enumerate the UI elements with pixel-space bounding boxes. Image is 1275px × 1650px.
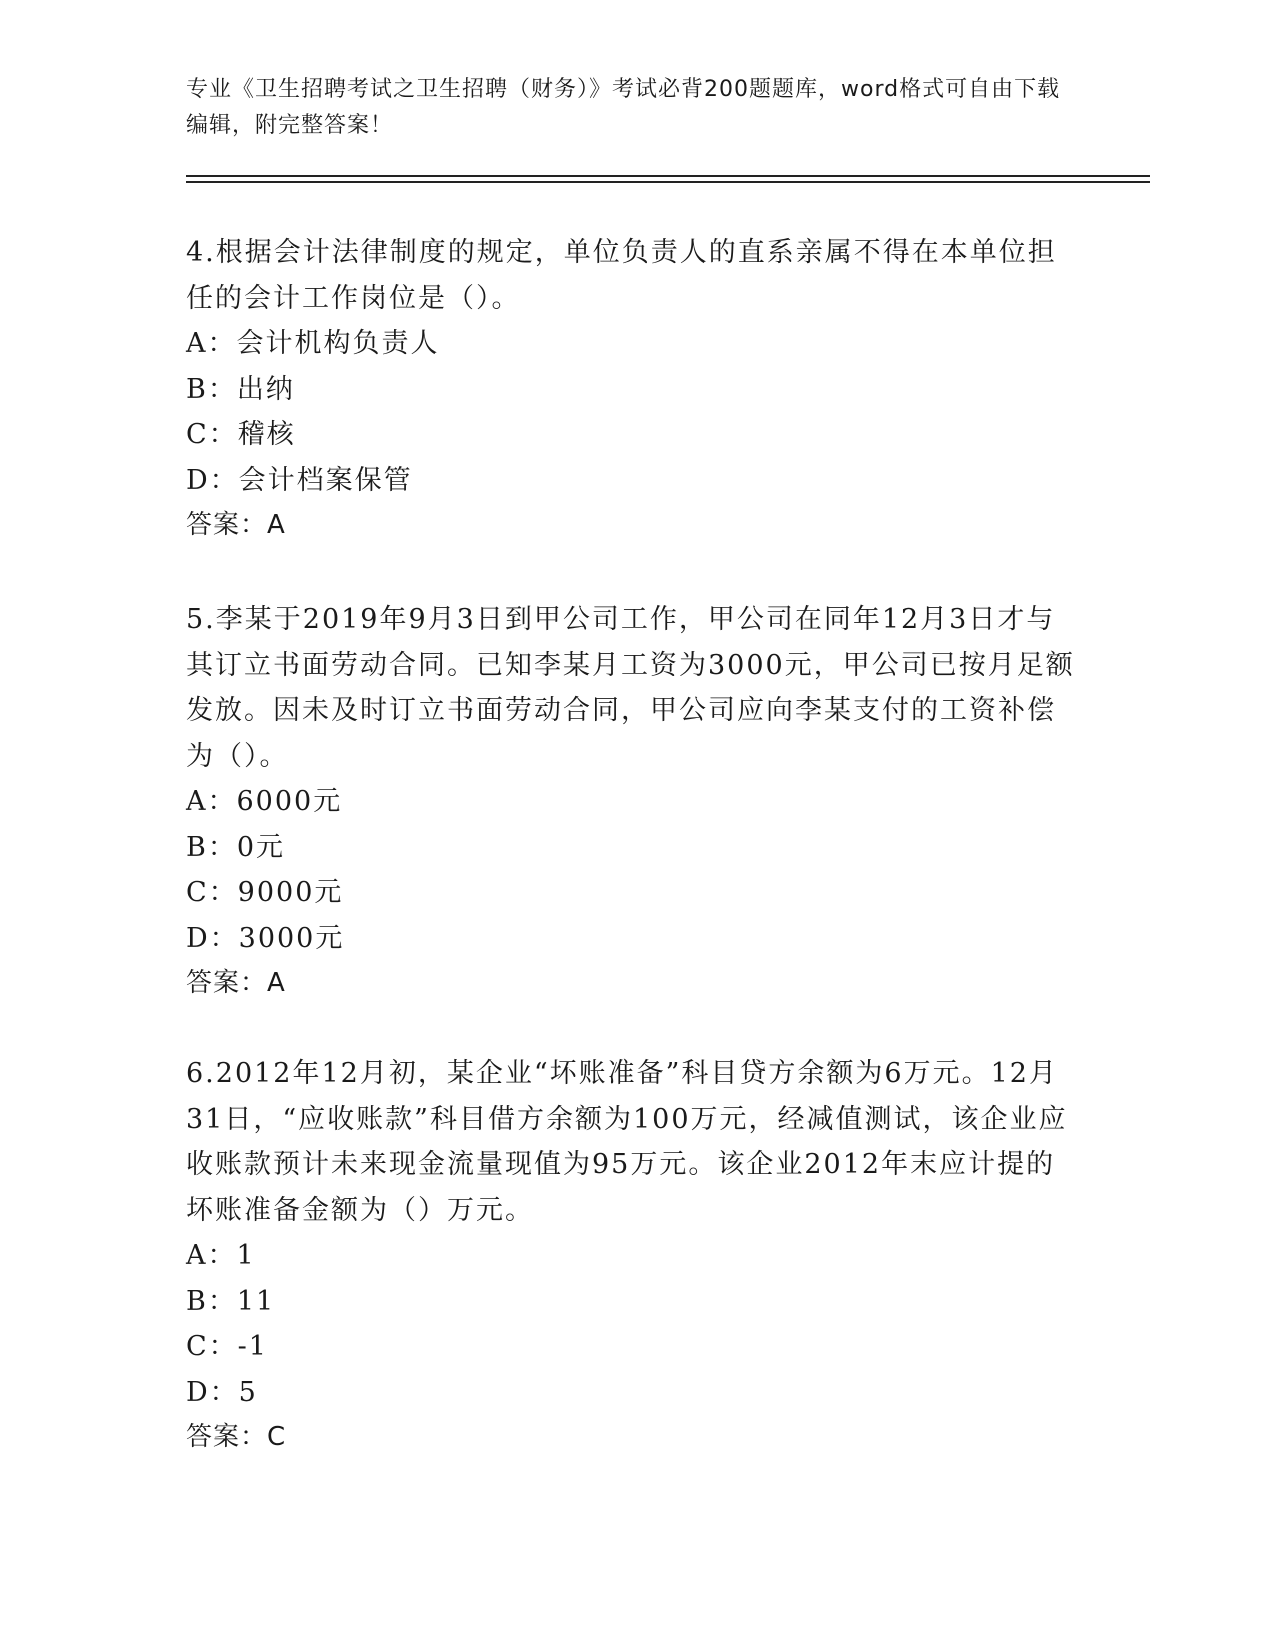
option-c: C：9000元 [186,877,344,908]
question-block-6 [186,1051,1076,1461]
option-d: D：5 [186,1376,258,1408]
question-block-4 [186,230,1076,549]
header-divider-bottom [186,181,1150,183]
option-b: B：出纳 [186,373,295,405]
answer-line: 答案：C [186,1422,287,1452]
question-stem: 6.2012年12月初，某企业“坏账准备”科目贷方余额为6万元。12月31日，“应收账款”科目借方余额为100万元，经减值测试，该企业应收账款预计未来现金流量现值为95万元。该企业2012年末应计提的坏账准备金额为（）万元。 [186,1058,1068,1226]
question-stem: 4.根据会计法律制度的规定，单位负责人的直系亲属不得在本单位担任的会计工作岗位是（）。 [186,237,1057,314]
answer-line: 答案：A [186,968,286,998]
answer-line: 答案：A [186,510,286,540]
option-c: C：-1 [186,1331,268,1362]
option-d: D：3000元 [186,922,345,954]
option-b: B：11 [186,1285,276,1317]
option-a: A：6000元 [186,786,343,817]
question-stem: 5.李某于2019年9月3日到甲公司工作，甲公司在同年12月3日才与其订立书面劳动合同。已知李某月工资为3000元，甲公司已按月足额发放。因未及时订立书面劳动合同，甲公司应向李某支付的工资补偿为（）。 [186,604,1075,772]
option-c: C：稽核 [186,419,296,450]
header-divider-top [186,175,1150,177]
option-b: B：0元 [186,831,286,863]
option-d: D：会计档案保管 [186,464,413,496]
document-header-text: 专业《卫生招聘考试之卫生招聘（财务）》考试必背200题题库，word格式可自由下载编辑，附完整答案！ [186,77,1061,138]
option-a: A：会计机构负责人 [186,328,440,359]
option-a: A：1 [186,1240,256,1271]
question-block-5 [186,597,1076,1007]
